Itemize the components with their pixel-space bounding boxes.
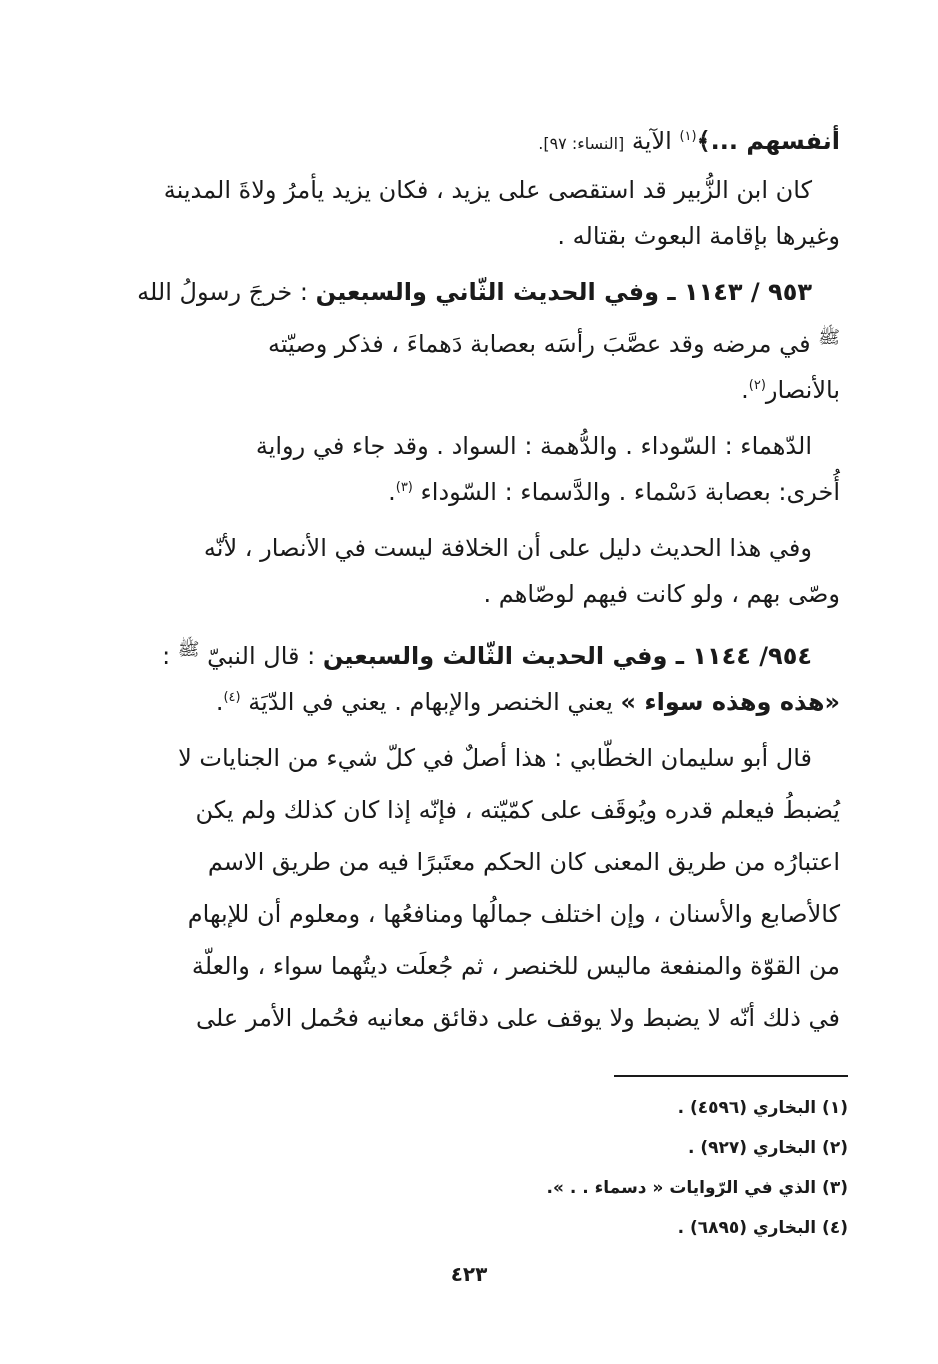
paragraph-line: كالأصابع والأسنان ، وإن اختلف جمالُها ومنافعُها ، ومعلوم أن للإبهام [187,900,840,928]
hadith-number: ٩٥٤/ ١١٤٤ ـ وفي الحديث الثّالث والسبعين [322,642,812,670]
paragraph-line: اعتبارُه من طريق المعنى كان الحكم معتَبرًا فيه من طريق الاسم [207,848,840,876]
honorific-symbol: ﷺ [818,327,840,348]
hadith-text: يعني الخنصر والإبهام . يعني في الدّيَة [240,688,621,716]
paragraph-line: وغيرها بإقامة البعوث بقتاله . [557,222,840,250]
hadith-quote: «هذه وهذه سواء » [620,688,840,716]
footnote-ref-4[interactable]: (٤) [223,690,241,705]
sentence-end: . [215,688,224,716]
verse-label: الآية [624,127,680,155]
hadith-text: : قال النبيّ [199,642,323,670]
hadith-heading-954 [128,627,840,679]
sentence-end: . [388,478,396,506]
hadith-text: في مرضه وقد عصَّبَ رأسَه بعصابة دَهماءَ ، فذكر وصيّته [267,330,819,358]
paragraph-line: كان ابن الزُّبير قد استقصى على يزيد ، فكان يزيد يأمرُ ولاةَ المدينة [163,176,812,204]
explanation-text: أُخرى: بعصابة دَسْماء . والدَّسماء : السّوداء [412,478,840,506]
paragraph-line [128,469,840,515]
sentence-end: . [741,376,749,404]
verse-word: أنفسهم [746,127,840,155]
hadith-text: بالأنصار [765,376,840,404]
paragraph-line [128,367,840,413]
verse-ellipsis: ...﴾ [696,127,747,155]
footnotes [148,1088,848,1248]
paragraph-line: قال أبو سليمان الخطّابي : هذا أصلٌ في كلّ شيء من الجنايات لا [178,744,812,772]
paragraph-line: الدّهماء : السّوداء . والدُّهمة : السواد . وقد جاء في رواية [255,432,812,460]
paragraph-line: في ذلك أنّه لا يضبط ولا يوقف على دقائق معانيه فحُمل الأمر على [195,1004,840,1032]
paragraph-line: وفي هذا الحديث دليل على أن الخلافة ليست في الأنصار ، لأنّه [203,534,812,562]
honorific-symbol: ﷺ [177,639,200,660]
footnote-divider [614,1075,848,1077]
hadith-number: ٩٥٣ / ١١٤٣ ـ وفي الحديث الثّاني والسبعين [315,278,812,306]
paragraph-line [128,679,840,725]
paragraph-line: يُضبطُ فيعلم قدره ويُوقَف على كمّيّته ، فإنّه إذا كان كذلك ولم يكن [195,796,840,824]
paragraph-line [128,315,840,367]
hadith-heading-953 [128,269,840,315]
verse-source: [النساء: ٩٧]. [538,134,625,153]
footnote-ref-2[interactable]: (٢) [748,378,766,393]
footnote-ref-3[interactable]: (٣) [395,480,413,495]
footnote-1: (١) البخاري (٤٥٩٦) . [677,1098,848,1118]
hadith-text: : خرجَ رسولُ الله [137,278,316,306]
hadith-colon: : [162,642,178,670]
quran-verse-end-line [128,118,840,167]
page-number: ٤٢٣ [450,1262,488,1286]
footnote-4: (٤) البخاري (٦٨٩٥) . [677,1218,848,1238]
footnote-3: (٣) الذي في الرّوايات « دسماء . . ». [546,1178,848,1198]
page-body [128,118,840,1041]
footnote-ref-1[interactable]: (١) [679,129,697,144]
footnote-2: (٢) البخاري (٩٢٧) . [688,1138,848,1158]
paragraph-line: من القوّة والمنفعة ماليس للخنصر ، ثم جُعلَت ديتُهما سواء ، والعلّة [191,952,840,980]
paragraph-line: وصّى بهم ، ولو كانت فيهم لوصّاهم . [483,580,840,608]
